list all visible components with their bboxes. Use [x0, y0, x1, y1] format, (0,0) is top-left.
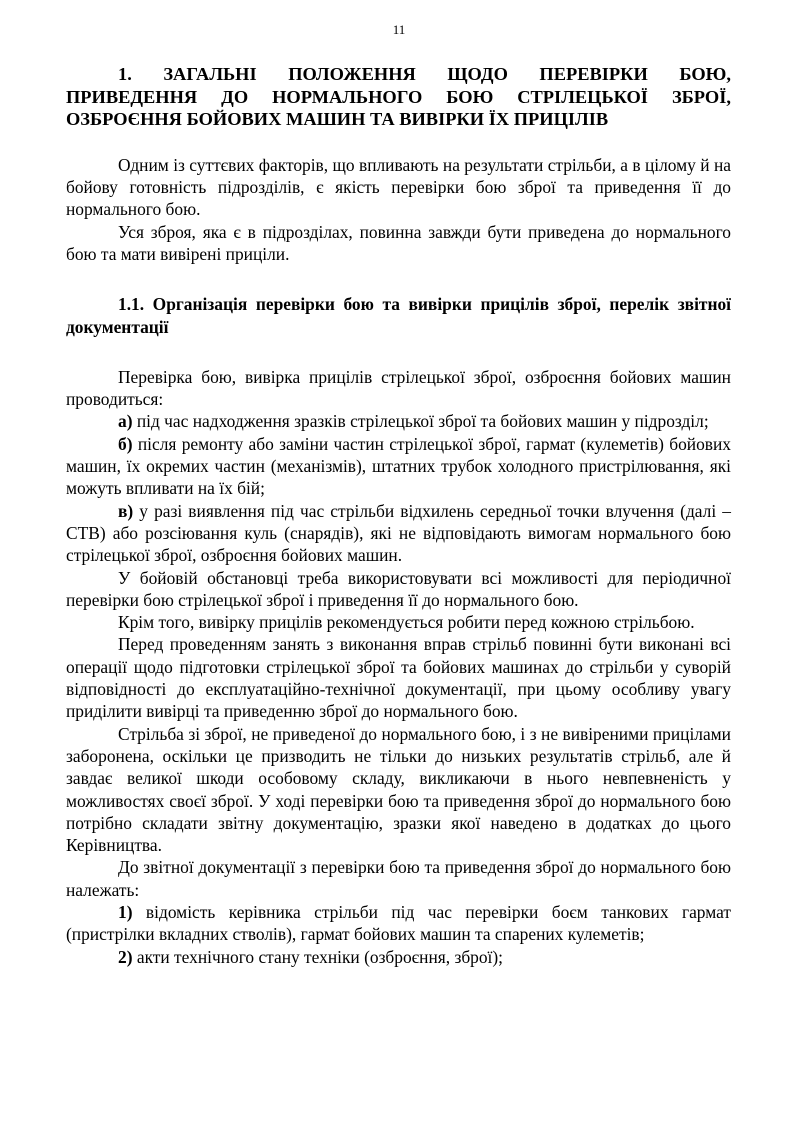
- paragraph: У бойовій обстановці треба використовувати всі можливості для періодичної перевірки бою стрілецької зброї і приведення її до нормального бою.: [66, 567, 731, 610]
- list-item-text: відомість керівника стрільби під час перевірки боєм танкових гармат (пристрілки вкладних стволів), гармат бойових машин та спарених кулеметів;: [66, 901, 731, 945]
- list-marker: 1): [118, 901, 133, 922]
- list-item: [66, 500, 731, 567]
- document-body: [66, 63, 731, 968]
- list-item-text: акти технічного стану техніки (озброєння, зброї);: [132, 946, 504, 967]
- page-number: 11: [392, 22, 406, 37]
- section-title: 1. ЗАГАЛЬНІ ПОЛОЖЕННЯ ЩОДО ПЕРЕВІРКИ БОЮ, ПРИВЕДЕННЯ ДО НОРМАЛЬНОГО БОЮ СТРІЛЕЦЬКОЇ ЗБРОЇ, ОЗБРОЄННЯ БОЙОВИХ МАШИН ТА ВИВІРКИ ЇХ ПРИЦІЛІВ: [66, 64, 731, 130]
- paragraph: Уся зброя, яка є в підрозділах, повинна завжди бути приведена до нормального бою та мати вивірені приціли.: [66, 221, 731, 264]
- list-item-text: у разі виявлення під час стрільби відхилень середньої точки влучення (далі – СТВ) або розсіювання куль (снарядів), які не відповідають вимогам нормального бою стрілецької зброї, озброєння бойових машин.: [66, 500, 731, 566]
- list-marker: 2): [118, 946, 133, 967]
- list-marker: в): [118, 500, 134, 521]
- paragraph: Одним із суттєвих факторів, що впливають на результати стрільби, а в цілому й на бойову готовність підрозділів, є якість перевірки бою зброї та приведення її до нормального бою.: [66, 154, 731, 220]
- paragraph: До звітної документації з перевірки бою та приведення зброї до нормального бою належать:: [66, 857, 731, 900]
- paragraph: Стрільба зі зброї, не приведеної до нормального бою, і з не вивіреними прицілами заборонена, оскільки це призводить не тільки до низьких результатів стрільб, але й завдає великої шкоди особовому складу, викликаючи в нього невпевненість у можливостях своєї зброї. У ході перевірки бою та приведення зброї до нормального бою потрібно складати звітну документацію, зразки якої наведено в додатках до цього Керівництва.: [66, 723, 731, 856]
- list-marker: а): [118, 411, 133, 432]
- list-item: [66, 901, 731, 946]
- list-item: [66, 946, 731, 968]
- list-item: [66, 410, 731, 432]
- list-item-text: після ремонту або заміни частин стрілецької зброї, гармат (кулеметів) бойових машин, їх окремих частин (механізмів), штатних трубок холодного пристрілювання, які можуть впливати на їх бій;: [66, 433, 731, 499]
- list-item-text: під час надходження зразків стрілецької зброї та бойових машин у підрозділ;: [132, 411, 709, 432]
- paragraph: Крім того, вивірку прицілів рекомендується робити перед кожною стрільбою.: [118, 612, 695, 633]
- paragraph: Перевірка бою, вивірка прицілів стрілецької зброї, озброєння бойових машин проводиться:: [66, 366, 731, 410]
- paragraph: Перед проведенням занять з виконання вправ стрільб повинні бути виконані всі операції щодо підготовки стрілецької зброї та бойових машинах до стрільби у суворій відповідності до експлуатаційно-технічної документації, при цьому особливу увагу приділити вивірці та приведенню зброї до нормального бою.: [66, 634, 731, 722]
- subsection-title: 1.1. Організація перевірки бою та вивірки прицілів зброї, перелік звітної документації: [66, 294, 731, 337]
- list-item: [66, 433, 731, 500]
- list-marker: б): [118, 433, 133, 454]
